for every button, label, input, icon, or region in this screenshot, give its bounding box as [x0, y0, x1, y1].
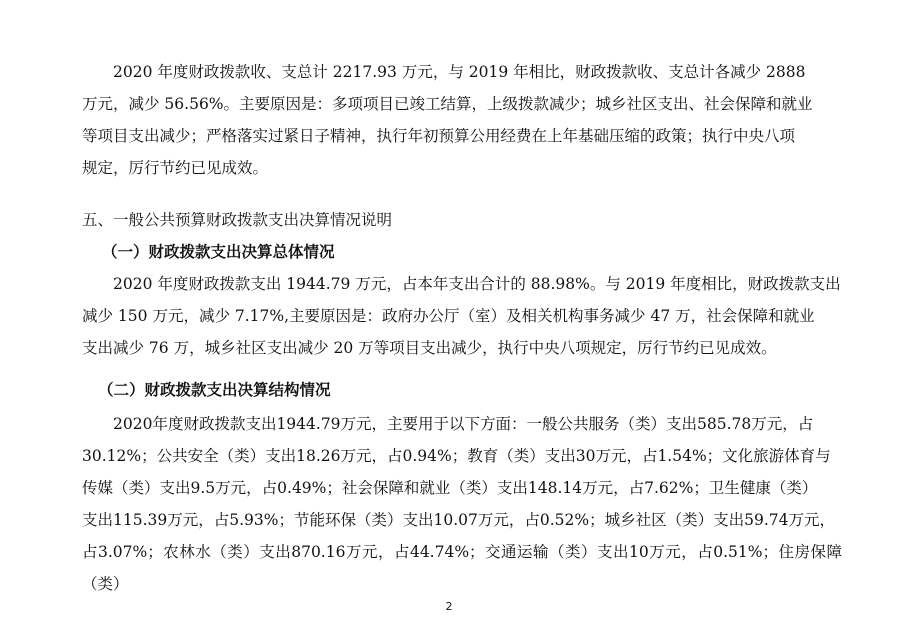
text-line: 支出115.39万元，占5.93%；节能环保（类）支出10.07万元，占0.52%；城乡社区（类）支出59.74万元，	[82, 511, 835, 529]
text-line: 30.12%；公共安全（类）支出18.26万元，占0.94%；教育（类）支出30万元，占1.54%；文化旅游体育与	[82, 447, 831, 465]
text-line: 占3.07%；农林水（类）支出870.16万元，占44.74%；交通运输（类）支出10万元，占0.51%；住房保障（类）	[82, 543, 842, 593]
text-line: 支出减少 76 万，城乡社区支出减少 20 万等项目支出减少，执行中央八项规定，厉行节约已见成效。	[82, 339, 777, 357]
section-heading: 五、一般公共预算财政拨款支出决算情况说明	[82, 211, 393, 229]
text-line: 万元，减少 56.56%。主要原因是：多项项目已竣工结算，上级拨款减少；城乡社区支出、社会保障和就业	[82, 95, 813, 113]
text-line: 2020 年度财政拨款支出 1944.79 万元，占本年支出合计的 88.98%。与 2019 年度相比，财政拨款支出	[113, 275, 841, 293]
subheading-structure: （二）财政拨款支出决算结构情况	[98, 381, 331, 399]
text-line: 2020 年度财政拨款收、支总计 2217.93 万元，与 2019 年相比，财政拨款收、支总计各减少 2888	[113, 63, 806, 81]
subheading-overall: （一）财政拨款支出决算总体情况	[102, 243, 335, 261]
paragraph-fiscal-totals	[82, 56, 842, 184]
text-line: 等项目支出减少；严格落实过紧日子精神，执行年初预算公用经费在上年基础压缩的政策；执行中央八项	[82, 127, 796, 145]
paragraph-overall-expenditure	[82, 268, 842, 364]
page-number: 2	[445, 600, 453, 613]
paragraph-expenditure-structure	[82, 408, 842, 600]
text-line: 减少 150 万元，减少 7.17%,主要原因是：政府办公厅（室）及相关机构事务减少 47 万，社会保障和就业	[82, 307, 815, 325]
text-line: 2020年度财政拨款支出1944.79万元，主要用于以下方面：一般公共服务（类）支出585.78万元，占	[113, 415, 814, 433]
text-line: 规定，厉行节约已见成效。	[82, 159, 269, 177]
text-line: 传媒（类）支出9.5万元，占0.49%；社会保障和就业（类）支出148.14万元，占7.62%；卫生健康（类）	[82, 479, 818, 497]
